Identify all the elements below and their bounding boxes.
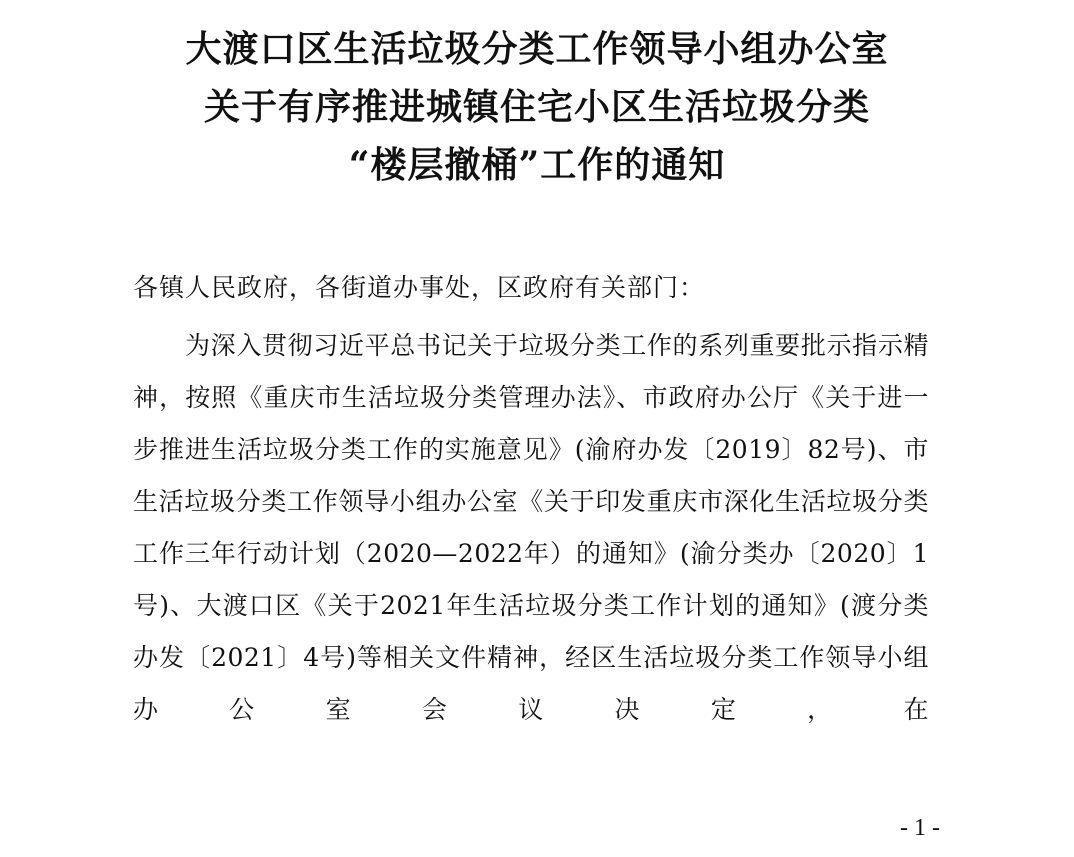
body-paragraph: 为深入贯彻习近平总书记关于垃圾分类工作的系列重要批示指示精神，按照《重庆市生活垃圾分类管理办法》、市政府办公厅《关于进一步推进生活垃圾分类工作的实施意见》(渝府办发〔2019〕82号)、市生活垃圾分类工作领导小组办公室《关于印发重庆市深化生活垃圾分类工作三年行动计划（2020—2022年）的通知》(渝分类办〔2020〕1号)、大渡口区《关于2021年生活垃圾分类工作计划的通知》(渡分类办发〔2021〕4号)等相关文件精神，经区生活垃圾分类工作领导小组办公室会议决定，在 [133,331,929,724]
page-number: - 1 - [900,815,940,841]
title-line-1: 大渡口区生活垃圾分类工作领导小组办公室 [185,28,889,70]
addressee-line: 各镇人民政府，各街道办事处，区政府有关部门： [133,273,706,302]
title-line-2: 关于有序推进城镇住宅小区生活垃圾分类 [203,86,870,128]
title-line-3: “楼层撤桶”工作的通知 [348,144,726,186]
document-title [80,20,994,194]
